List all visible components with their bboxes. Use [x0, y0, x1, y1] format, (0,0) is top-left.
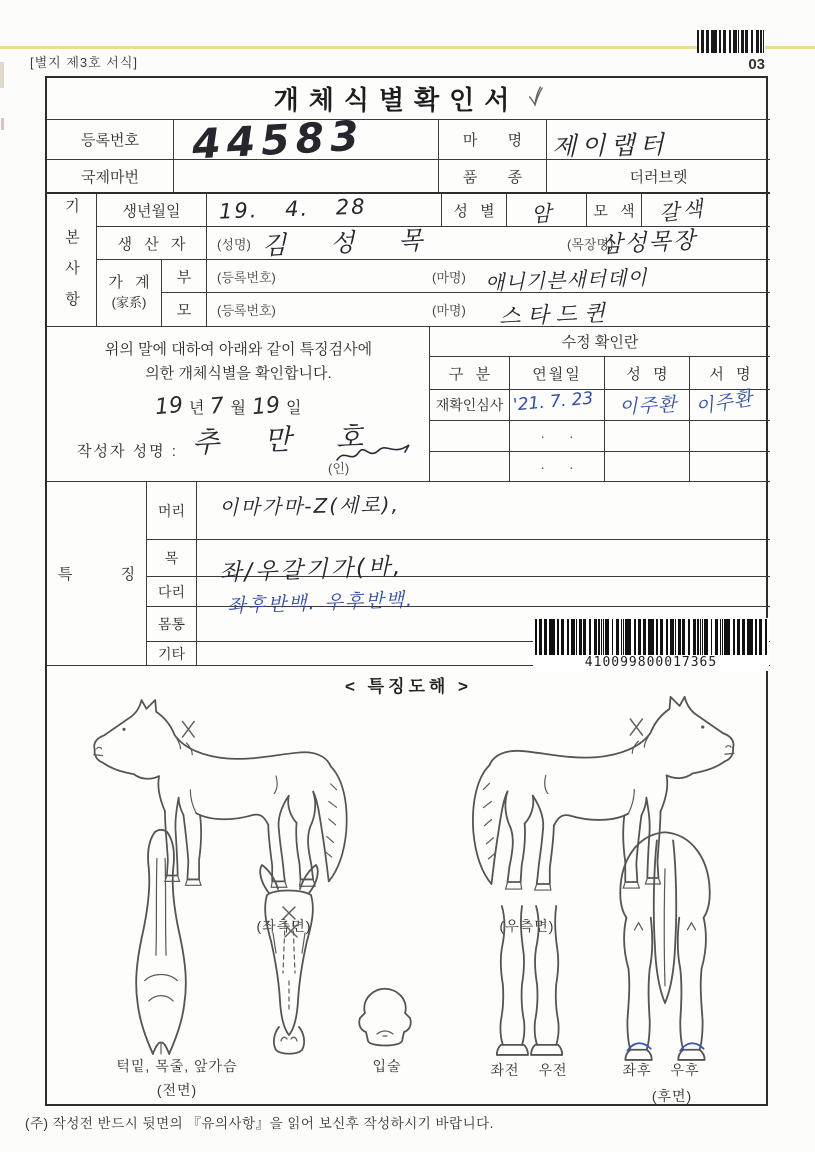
- hind-right-label: 우후: [670, 1062, 700, 1078]
- dam-label: 모: [162, 293, 207, 327]
- sire-regno-paren: (등록번호): [217, 269, 276, 285]
- horse-name-label: 마 명: [439, 120, 547, 160]
- confirm-date-line: [155, 394, 301, 419]
- revision-row3-date: · ·: [510, 452, 605, 482]
- form-title: 개체식별확인서: [273, 85, 520, 115]
- basic-section-label: 기본사항: [47, 194, 97, 327]
- revision-col-date: 연월일: [510, 357, 605, 390]
- hw-sire-name: 애니기븐새터데이: [484, 265, 648, 295]
- hw-coat-color: 갈색: [657, 196, 707, 226]
- sire-label: 부: [162, 260, 207, 293]
- month-suffix: 월: [230, 400, 246, 417]
- reg-no-label: 등록번호: [47, 120, 174, 160]
- dam-name-paren: (마명): [432, 303, 466, 318]
- breed-value: 더러브렛: [547, 160, 770, 194]
- revision-row3-sign: [690, 452, 770, 482]
- revision-row2-date: · ·: [510, 421, 605, 452]
- breeder-name-paren: (성명): [217, 236, 251, 252]
- front-view-caption: 턱밑, 목줄, 앞가슴: [116, 1058, 238, 1074]
- lips-label: 입술: [372, 1058, 402, 1074]
- hw-year: 19: [153, 392, 185, 421]
- revision-row3-name: [605, 452, 690, 482]
- feature-row-etc-label: 기타: [147, 642, 197, 666]
- hw-horse-name: 제이랩터: [551, 129, 669, 162]
- front-right-label: 우전: [538, 1062, 568, 1078]
- footnote: (주) 작성전 반드시 뒷면의 『유의사항』을 읽어 보신후 작성하시기 바랍니다.: [25, 1116, 494, 1131]
- dam-regno-paren: (등록번호): [217, 303, 276, 318]
- hind-left-label: 좌후: [622, 1062, 652, 1078]
- feature-row-leg-label: 다리: [147, 577, 197, 607]
- farm-name-paren: (목장명): [567, 236, 614, 252]
- day-suffix: 일: [285, 400, 302, 417]
- scan-artifact-line: [0, 46, 815, 49]
- scan-edge-mark2: [1, 118, 4, 130]
- left-side-label: (좌측면): [256, 918, 312, 934]
- page-number: 03: [748, 56, 765, 73]
- statement-line1: 위의 말에 대하여 아래와 같이 특징검사에: [104, 341, 373, 358]
- hw-neck-feature: 좌/우갈기가(바,: [218, 553, 404, 587]
- revision-row2-sign: [690, 421, 770, 452]
- rear-view-sub: (후면): [651, 1088, 693, 1104]
- revision-col-name: 성 명: [605, 357, 690, 390]
- birth-label: 생년월일: [97, 194, 207, 227]
- hw-birth-date: 19. 4. 28: [218, 194, 367, 224]
- seal-label: (인): [328, 461, 350, 476]
- right-side-label: (우측면): [499, 918, 555, 934]
- sire-name-paren: (마명): [432, 269, 466, 285]
- hw-dam-name: 스타드퀸: [498, 301, 613, 330]
- revision-row2-category: [430, 421, 510, 452]
- revision-row2-name: [605, 421, 690, 452]
- revision-col-sign: 서 명: [690, 357, 770, 390]
- id-barcode-block: [533, 618, 769, 671]
- identification-form: [45, 76, 768, 1106]
- id-barcode-number: 410099800017365: [584, 655, 718, 670]
- breeder-label: 생 산 자: [97, 227, 207, 260]
- statement-line2: 의한 개체식별을 확인합니다.: [145, 365, 332, 382]
- handwritten-check-icon: [527, 85, 543, 107]
- family-hanja: (家系): [111, 295, 147, 310]
- family-label: 가 계: [108, 274, 150, 291]
- front-legs-diagram: [487, 904, 565, 1060]
- face-front-diagram: [243, 862, 335, 1056]
- feature-row-neck-label: 목: [147, 540, 197, 577]
- hw-day: 19: [250, 392, 281, 421]
- front-view-sub: (전면): [156, 1082, 198, 1098]
- lips-diagram: [353, 984, 417, 1052]
- feature-row-body-label: 몸통: [147, 607, 197, 642]
- intl-no-label: 국제마번: [47, 160, 174, 194]
- form-title-row: [47, 78, 770, 120]
- neck-chest-front-diagram: [122, 828, 200, 1062]
- feature-row-head-label: 머리: [147, 482, 197, 540]
- revision-title: 수정 확인란: [430, 327, 770, 357]
- hw-head-feature: 이마가마-Z(세로),: [218, 492, 401, 520]
- hw-farm-name: 삼성목장: [599, 227, 698, 259]
- page-corner-barcode: [697, 30, 765, 53]
- hw-sex: 암: [530, 201, 553, 227]
- statement-text: [47, 338, 430, 386]
- sex-label: 성 별: [442, 194, 507, 227]
- year-suffix: 년: [189, 400, 205, 417]
- features-section-label: 특 징: [47, 482, 147, 666]
- hw-reg-no: 44583: [190, 111, 366, 169]
- dam-cell: [207, 293, 770, 327]
- coat-label: 모 색: [587, 194, 642, 227]
- hw-revision-sign: 이주환: [693, 387, 755, 419]
- hw-revision-date: '21. 7. 23: [512, 388, 595, 416]
- family-label-cell: [97, 260, 162, 327]
- hw-writer-name: 추 만 호: [191, 419, 382, 460]
- hw-month: 7: [209, 393, 226, 420]
- front-left-label: 좌전: [490, 1062, 520, 1078]
- id-barcode: [535, 619, 767, 655]
- scan-edge-mark: [0, 62, 4, 88]
- rear-view-diagram: [612, 818, 718, 1064]
- hw-breeder-name: 김 성 목: [261, 224, 441, 261]
- form-reference: [별지 제3호 서식]: [30, 55, 139, 70]
- revision-col-category: 구 분: [430, 357, 510, 390]
- diagram-title: < 특징도해 >: [345, 677, 472, 696]
- writer-label: 작성자 성명 :: [77, 443, 178, 460]
- revision-row3-category: [430, 452, 510, 482]
- breed-label: 품 종: [439, 160, 547, 194]
- revision-row1-category: 재확인심사: [430, 390, 510, 421]
- hw-revision-name: 이주환: [618, 393, 678, 419]
- hw-leg-feature: 좌후반백. 우후반백.: [226, 588, 415, 618]
